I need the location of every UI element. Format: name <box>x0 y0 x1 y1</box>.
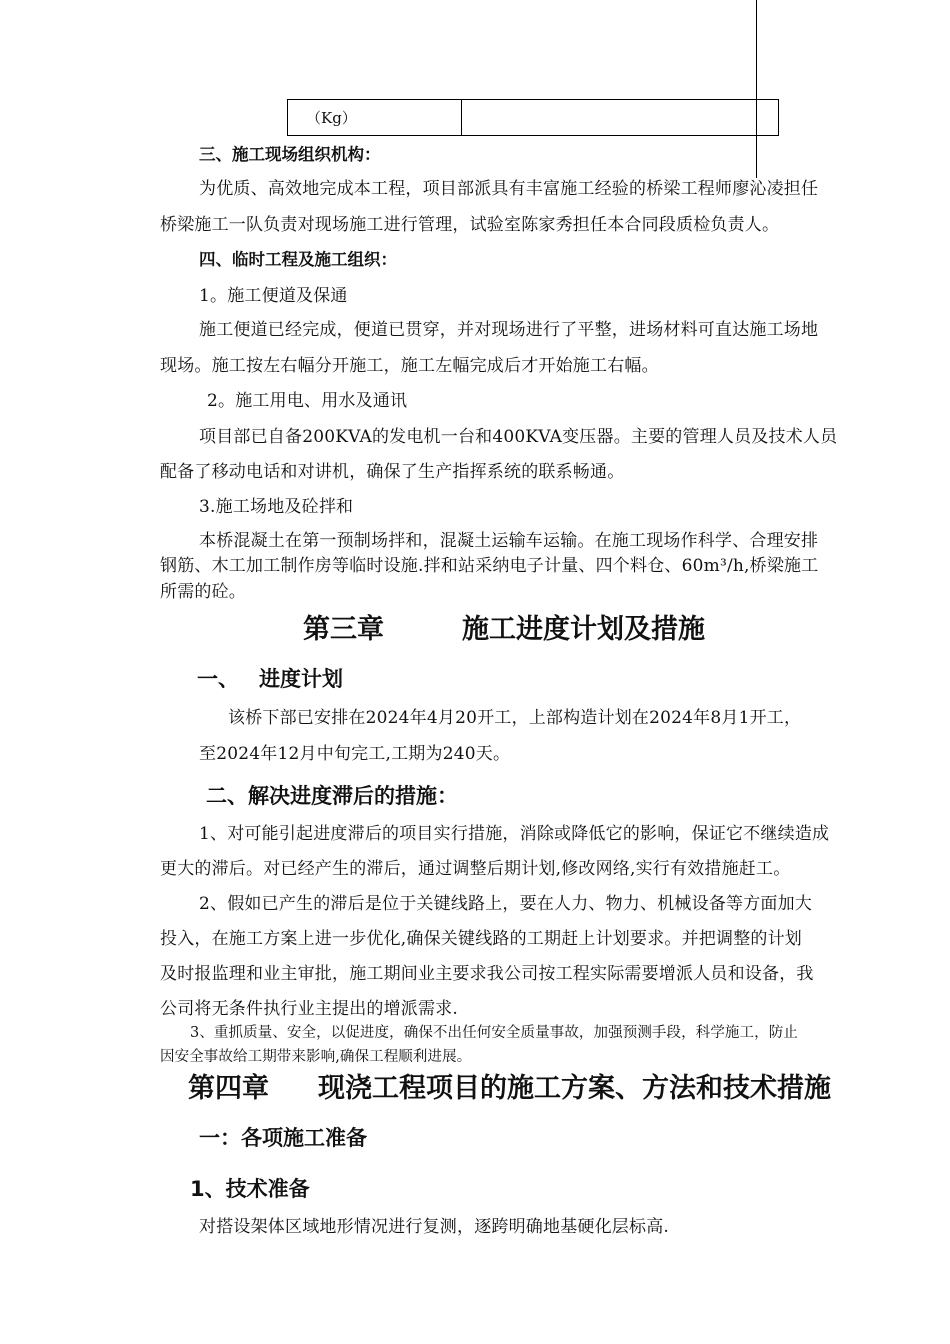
item1-line1: 施工便道已经完成，便道已贯穿，并对现场进行了平整，进场材料可直达施工场地 <box>199 320 819 340</box>
item1-line2: 现场。施工按左右幅分开施工，施工左幅完成后才开始施工右幅。 <box>160 356 659 376</box>
table-unit-cell: （Kg） <box>288 100 462 136</box>
schedule-line1: 该桥下部已安排在2024年4月20开工，上部构造计划在2024年8月1开工， <box>228 708 802 728</box>
schedule-heading-number: 一、 <box>197 667 239 691</box>
preparation-heading: 一：各项施工准备 <box>199 1126 367 1150</box>
measure3-line2: 因安全事故给工期带来影响,确保工程顺利进展。 <box>160 1049 472 1065</box>
tech-prep-heading: 1、技术准备 <box>190 1177 310 1201</box>
measure2-line1: 2、假如已产生的滞后是位于关键线路上，要在人力、物力、机械设备等方面加大 <box>199 894 813 914</box>
item2-line2: 配备了移动电话和对讲机，确保了生产指挥系统的联系畅通。 <box>160 462 625 482</box>
measure3-line1: 3、重抓质量、安全，以促进度，确保不出任何安全质量事故，加强预测手段，科学施工，防止 <box>190 1025 798 1041</box>
section3-p1-line2: 桥梁施工一队负责对现场施工进行管理，试验室陈家秀担任本合同段质检负责人。 <box>160 215 780 235</box>
schedule-heading-title: 进度计划 <box>259 667 343 691</box>
item3-line3: 所需的砼。 <box>160 582 246 602</box>
item3-line1: 本桥混凝土在第一预制场拌和，混凝土运输车运输。在施工现场作科学、合理安排 <box>199 531 819 551</box>
chapter3-title: 施工进度计划及措施 <box>462 614 705 645</box>
measure1-line1: 1、对可能引起进度滞后的项目实行措施，消除或降低它的影响，保证它不继续造成 <box>199 824 830 844</box>
item3-title: 3.施工场地及砼拌和 <box>199 497 354 517</box>
page-border-line <box>756 0 757 178</box>
section4-heading: 四、临时工程及施工组织： <box>199 250 397 269</box>
delay-measures-heading: 二、解决进度滞后的措施： <box>206 784 458 808</box>
measure2-line4: 公司将无条件执行业主提出的增派需求. <box>160 999 459 1019</box>
measure2-line3: 及时报监理和业主审批，施工期间业主要求我公司按工程实际需要增派人员和设备，我 <box>160 964 814 984</box>
weight-table <box>287 99 779 136</box>
chapter4-number: 第四章 <box>188 1073 269 1104</box>
tech-prep-line1: 对搭设架体区域地形情况进行复测，逐跨明确地基硬化层标高. <box>199 1217 670 1237</box>
schedule-line2: 至2024年12月中旬完工,工期为240天。 <box>199 744 511 764</box>
item2-title: 2。施工用电、用水及通讯 <box>207 391 408 411</box>
chapter4-title: 现浇工程项目的施工方案、方法和技术措施 <box>318 1073 831 1104</box>
item1-title: 1。施工便道及保通 <box>199 286 348 306</box>
section3-p1-line1: 为优质、高效地完成本工程，项目部派具有丰富施工经验的桥梁工程师廖沁凌担任 <box>199 179 819 199</box>
chapter3-number: 第三章 <box>303 614 384 645</box>
measure2-line2: 投入，在施工方案上进一步优化,确保关键线路的工期赶上计划要求。并把调整的计划 <box>160 929 803 949</box>
item2-line1: 项目部已自备200KVA的发电机一台和400KVA变压器。主要的管理人员及技术人员 <box>199 427 838 447</box>
item3-line2: 钢筋、木工加工制作房等临时设施.拌和站采纳电子计量、四个料仓、60m³/h,桥梁施工 <box>160 556 819 576</box>
section3-heading: 三、施工现场组织机构： <box>199 145 381 164</box>
measure1-line2: 更大的滞后。对已经产生的滞后，通过调整后期计划,修改网络,实行有效措施赶工。 <box>160 859 791 879</box>
table-value-cell <box>462 100 779 136</box>
